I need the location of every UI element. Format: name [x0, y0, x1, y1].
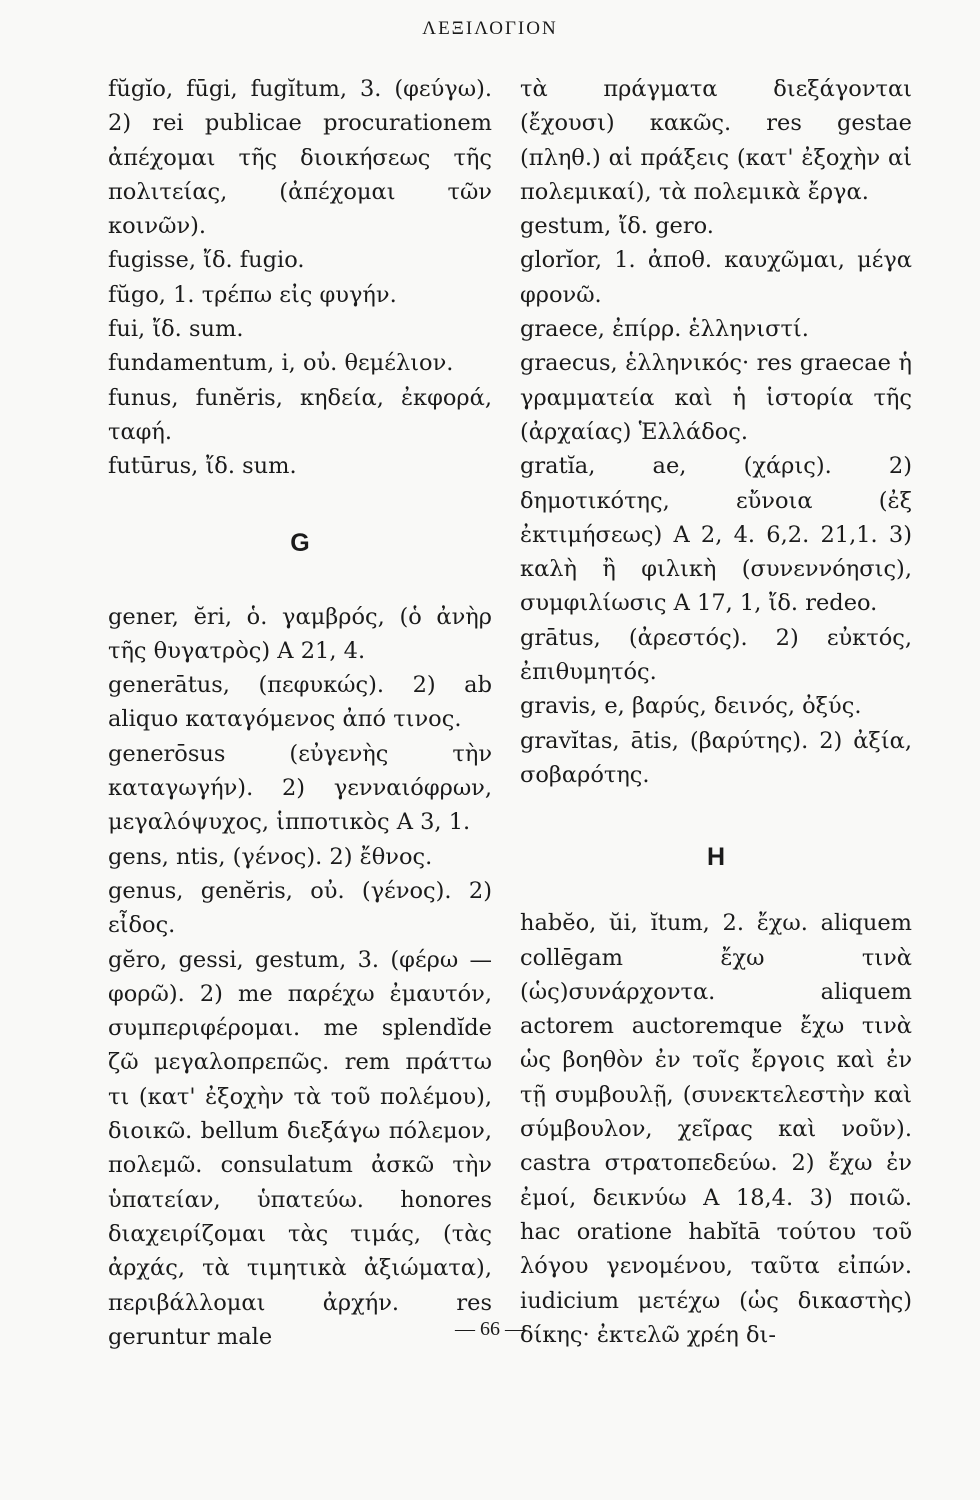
- dictionary-entry: genus, genĕris, οὐ. (γένος). 2) εἶδος.: [108, 877, 492, 939]
- section-heading-h: H: [706, 843, 726, 872]
- dictionary-entry: τὰ πράγματα διεξάγονται (ἔχουσι) κακῶς. res gestae (πληθ.) αἱ πράξεις (κατ' ἐξοχὴν αἱ πολεμικαί), τὰ πολεμικὰ ἔργα.: [520, 76, 912, 205]
- dictionary-entry: gratĭa, ae, (χάρις). 2) δημοτικότης, εὔνοια (ἐξ ἐκτιμήσεως) Α 2, 4. 6,2. 21,1. 3) καλὴ ἢ φιλικὴ (συνεννόησις), συμφιλίωσις Α 17, 1, ἴδ. redeo.: [520, 453, 912, 617]
- dictionary-entry: generōsus (εὐγενὴς τὴν καταγωγήν). 2) γενναιόφρων, μεγαλόψυχος, ἱπποτικὸς Α 3, 1.: [108, 740, 492, 836]
- dictionary-entry: fui, ἴδ. sum.: [108, 316, 244, 343]
- dictionary-entry: fŭgo, 1. τρέπω εἰς φυγήν.: [108, 281, 397, 308]
- dictionary-entry: habĕo, ŭi, ĭtum, 2. ἔχω. aliquem collēgam ἔχω τινὰ (ὡς)συνάρχοντα. aliquem actorem auctoremque ἔχω τινὰ ὡς βοηθὸν ἐν τοῖς ἔργοις καὶ ἐν τῇ συμβουλῇ, (συνεκτελεστὴν καὶ σύμβουλον, χεῖρας καὶ νοῦν). castra στρατοπεδεύω. 2) ἔχω ἐν ἐμοί, δεικνύω Α 18,4. 3) ποιῶ. hac oratione habĭtā τούτου τοῦ λόγου γενομένου, ταῦτα εἰπών. iudicium μετέχω (ὡς δικαστὴς) δίκης· ἐκτελῶ χρέη δι-: [520, 910, 912, 1348]
- dictionary-entry: grātus, (ἀρεστός). 2) εὐκτός, ἐπιθυμητός.: [520, 624, 912, 686]
- page-number: — 66 —: [455, 1318, 525, 1340]
- dictionary-entry: funus, funĕris, κηδεία, ἐκφορά, ταφή.: [108, 384, 492, 445]
- dictionary-entry: fugisse, ἴδ. fugio.: [108, 247, 305, 274]
- section-heading-g: G: [290, 528, 310, 557]
- left-column: [108, 72, 492, 1354]
- dictionary-entry: gravis, e, βαρύς, δεινός, ὀξύς.: [520, 693, 862, 720]
- right-column: [520, 72, 912, 1352]
- dictionary-entry: glorĭor, 1. ἀποθ. καυχῶμαι, μέγα φρονῶ.: [520, 247, 912, 308]
- dictionary-entry: gener, ĕri, ὁ. γαμβρός, (ὁ ἀνὴρ τῆς θυγατρὸς) Α 21, 4.: [108, 603, 492, 664]
- dictionary-entry: fŭgĭo, fūgi, fugĭtum, 3. (φεύγω). 2) rei publicae procurationem ἀπέχομαι τῆς διοικήσεως τῆς πολιτείας, (ἀπέχομαι τῶν κοινῶν).: [108, 76, 492, 240]
- dictionary-entry: graece, ἐπίρρ. ἑλληνιστί.: [520, 316, 809, 343]
- dictionary-entry: gravĭtas, ātis, (βαρύτης). 2) ἀξία, σοβαρότης.: [520, 727, 912, 788]
- dictionary-entry: gestum, ἴδ. gero.: [520, 213, 714, 240]
- page-header-title: ΛΕΞΙΛΟΓΙΟΝ: [422, 18, 558, 39]
- dictionary-entry: futūrus, ἴδ. sum.: [108, 453, 297, 480]
- dictionary-entry: graecus, ἑλληνικός· res graecae ἡ γραμματεία καὶ ἡ ἱστορία τῆς (ἀρχαίας) Ἑλλάδος.: [520, 350, 912, 445]
- dictionary-entry: gens, ntis, (γένος). 2) ἔθνος.: [108, 843, 433, 870]
- dictionary-entry: gĕro, gessi, gestum, 3. (φέρω — φορῶ). 2) me παρέχω ἐμαυτόν, συμπεριφέρομαι. me splendĭde ζῶ μεγαλοπρεπῶς. rem πράττω τι (κατ' ἐξοχὴν τὰ τοῦ πολέμου), διοικῶ. bellum διεξάγω πόλεμον, πολεμῶ. consulatum ἀσκῶ τὴν ὑπατείαν, ὑπατεύω. honores διαχειρίζομαι τὰς τιμάς, (τὰς ἀρχάς, τὰ τιμητικὰ ἀξιώματα), περιβάλλομαι ἀρχήν. res geruntur male: [108, 946, 492, 1350]
- dictionary-entry: generātus, (πεφυκώς). 2) ab aliquo καταγόμενος ἀπό τινος.: [108, 672, 492, 733]
- dictionary-entry: fundamentum, i, οὐ. θεμέλιον.: [108, 350, 454, 377]
